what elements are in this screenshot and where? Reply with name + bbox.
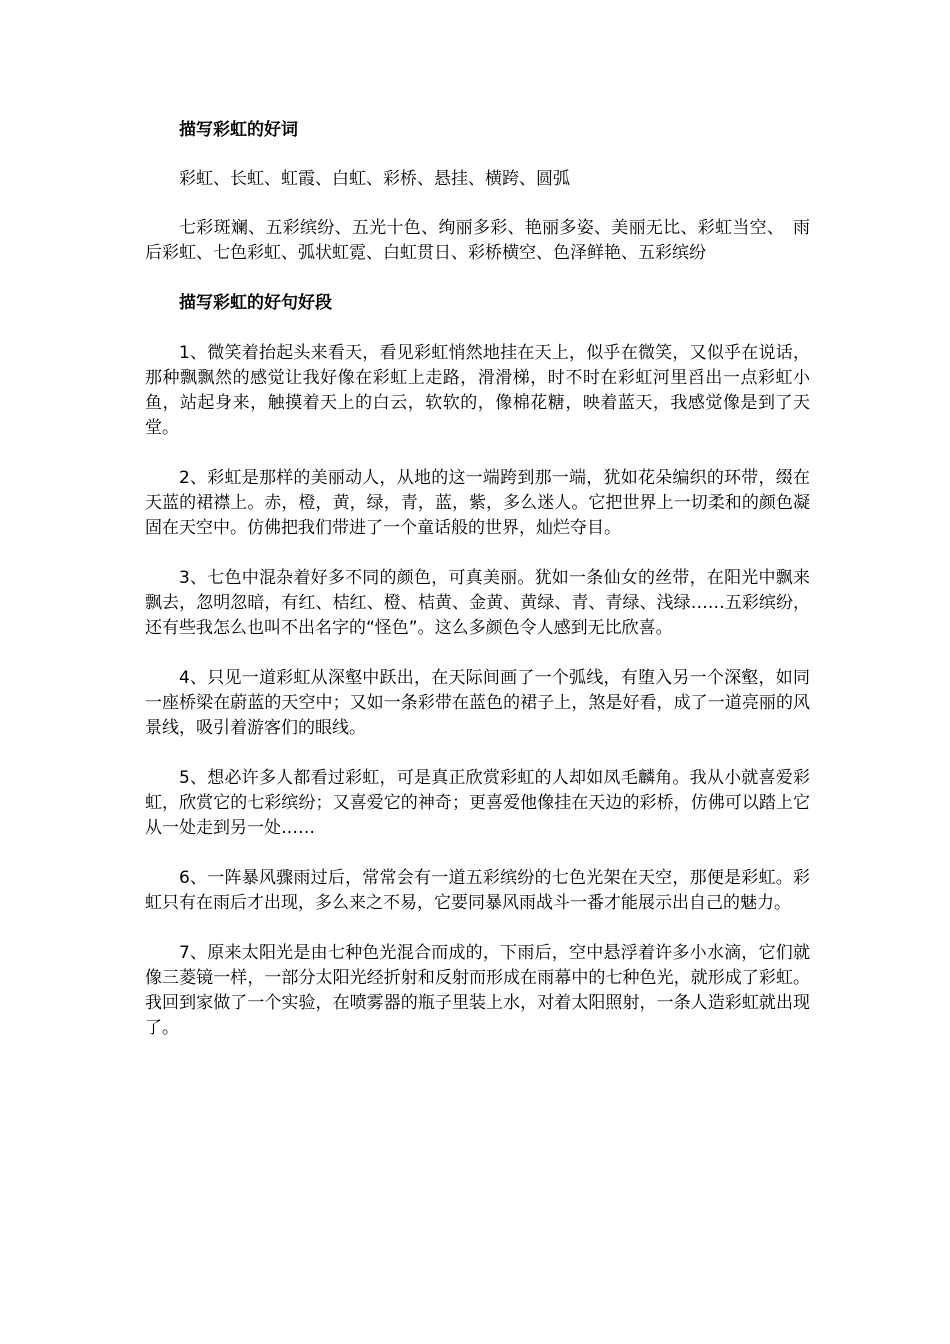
paragraph-sentence-1: 1、微笑着抬起头来看天，看见彩虹悄然地挂在天上，似乎在微笑，又似乎在说话，那种飘飘然的感觉让我好像在彩虹上走路，滑滑梯，时不时在彩虹河里舀出一点彩虹小鱼，站起身来，触摸着天上的白云，软软的，像棉花糖，映着蓝天，我感觉像是到了天堂。 xyxy=(145,343,810,438)
section-heading-good-words: 描写彩虹的好词 xyxy=(179,120,298,140)
document-page xyxy=(145,118,810,1041)
paragraph-words-basic: 彩虹、长虹、虹霞、白虹、彩桥、悬挂、横跨、圆弧 xyxy=(179,169,570,189)
paragraph-sentence-6: 6、一阵暴风骤雨过后，常常会有一道五彩缤纷的七色光架在天空，那便是彩虹。彩虹只有在雨后才出现，多么来之不易，它要同暴风雨战斗一番才能展示出自己的魅力。 xyxy=(145,868,810,913)
paragraph-sentence-2: 2、彩虹是那样的美丽动人，从地的这一端跨到那一端，犹如花朵编织的环带，缀在天蓝的裙襟上。赤，橙，黄，绿，青，蓝，紫，多么迷人。它把世界上一切柔和的颜色凝固在天空中。仿佛把我们带进了一个童话般的世界，灿烂夺目。 xyxy=(145,468,810,538)
paragraph-words-idioms: 七彩斑斓、五彩缤纷、五光十色、绚丽多彩、艳丽多姿、美丽无比、彩虹当空、 雨后彩虹、七色彩虹、弧状虹霓、白虹贯日、彩桥横空、色泽鲜艳、五彩缤纷 xyxy=(145,218,810,263)
paragraph-sentence-3: 3、七色中混杂着好多不同的颜色，可真美丽。犹如一条仙女的丝带，在阳光中飘来飘去，忽明忽暗，有红、桔红、橙、桔黄、金黄、黄绿、青、青绿、浅绿……五彩缤纷，还有些我怎么也叫不出名字的“怪色”。这么多颜色令人感到无比欣喜。 xyxy=(145,568,810,638)
section-heading-good-sentences: 描写彩虹的好句好段 xyxy=(179,293,332,313)
paragraph-sentence-5: 5、想必许多人都看过彩虹，可是真正欣赏彩虹的人却如凤毛麟角。我从小就喜爱彩虹，欣赏它的七彩缤纷；又喜爱它的神奇；更喜爱他像挂在天边的彩桥，仿佛可以踏上它从一处走到另一处…… xyxy=(145,768,810,838)
paragraph-sentence-7: 7、原来太阳光是由七种色光混合而成的，下雨后，空中悬浮着许多小水滴，它们就像三菱镜一样，一部分太阳光经折射和反射而形成在雨幕中的七种色光，就形成了彩虹。我回到家做了一个实验，在喷雾器的瓶子里装上水，对着太阳照射，一条人造彩虹就出现了。 xyxy=(145,943,810,1038)
paragraph-sentence-4: 4、只见一道彩虹从深壑中跃出，在天际间画了一个弧线，有堕入另一个深壑，如同一座桥梁在蔚蓝的天空中；又如一条彩带在蓝色的裙子上，煞是好看，成了一道亮丽的风景线，吸引着游客们的眼线。 xyxy=(145,668,810,738)
